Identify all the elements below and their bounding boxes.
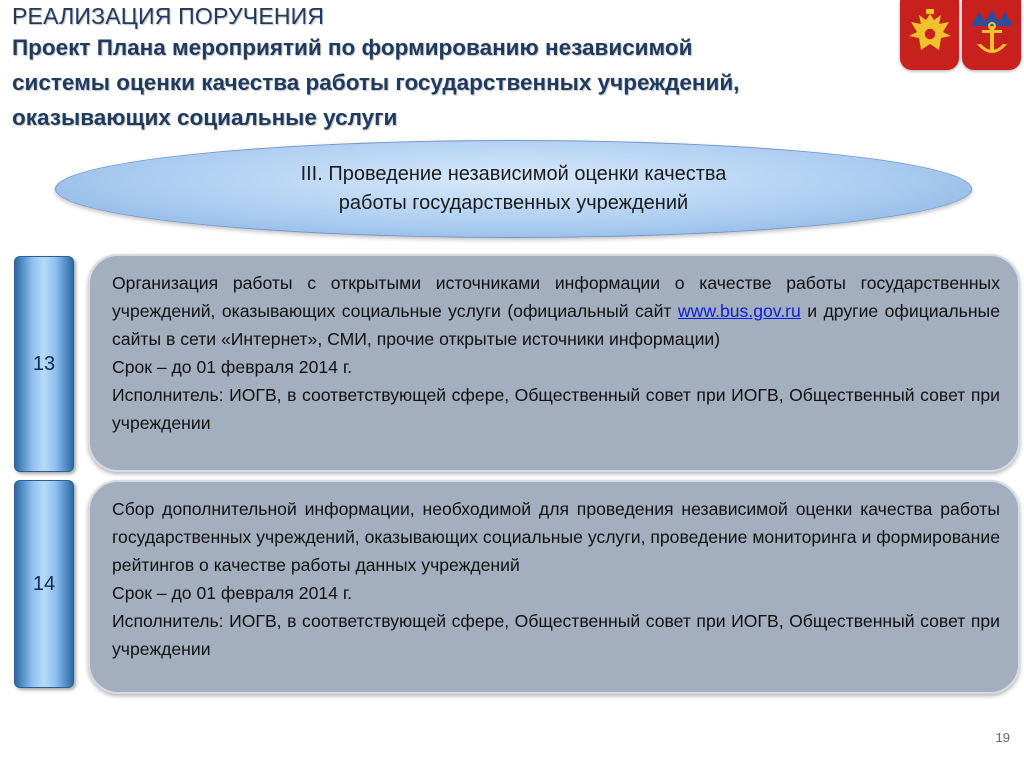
anchor-emblem-icon [962,0,1021,70]
section-banner [55,140,972,238]
item-executor: Исполнитель: ИОГВ, в соответствующей сфере, Общественный совет при ИОГВ, Общественный совет при учреждении [112,385,1000,433]
item-executor: Исполнитель: ИОГВ, в соответствующей сфере, Общественный совет при ИОГВ, Общественный совет при учреждении [112,611,1000,659]
heading-title-line: Проект Плана мероприятий по формированию независимой [12,35,693,60]
item-number-badge [14,256,74,472]
emblems [900,0,1024,72]
item-description-text: Организация работы с открытыми источниками информации о качестве работы государственных учреждений, оказывающих социальные услуги (официальный сайт [112,273,1000,321]
item-deadline: Срок – до 01 февраля 2014 г. [112,357,352,377]
item-description-text: и другие официальные сайты в сети «Интернет», СМИ, прочие открытые источники информации) [112,301,1000,349]
section-title-line: III. Проведение независимой оценки качества [300,163,727,185]
heading-title-line: системы оценки качества работы государственных учреждений, [12,70,740,95]
item-card [88,480,1020,694]
item-description: Сбор дополнительной информации, необходимой для проведения независимой оценки качества работы государственных учреждений, оказывающих социальные услуги, проведение мониторинга и формирование рейтингов о качестве работы данных учреждений [112,499,1000,575]
item-deadline: Срок – до 01 февраля 2014 г. [112,583,352,603]
item-number-badge [14,480,74,688]
heading-title [12,30,892,135]
page-number: 19 [995,730,1010,745]
double-headed-eagle-emblem-icon [900,0,959,70]
heading-title-line: оказывающих социальные услуги [12,105,398,130]
item-number: 14 [32,572,56,595]
bus-gov-link[interactable]: www.bus.gov.ru [677,301,801,321]
item-card [88,254,1020,472]
item-number: 13 [32,352,56,375]
section-title-line: работы государственных учреждений [338,192,689,214]
slide-heading [12,2,892,135]
item-description [112,269,1000,353]
heading-kicker: РЕАЛИЗАЦИЯ ПОРУЧЕНИЯ [12,3,325,29]
